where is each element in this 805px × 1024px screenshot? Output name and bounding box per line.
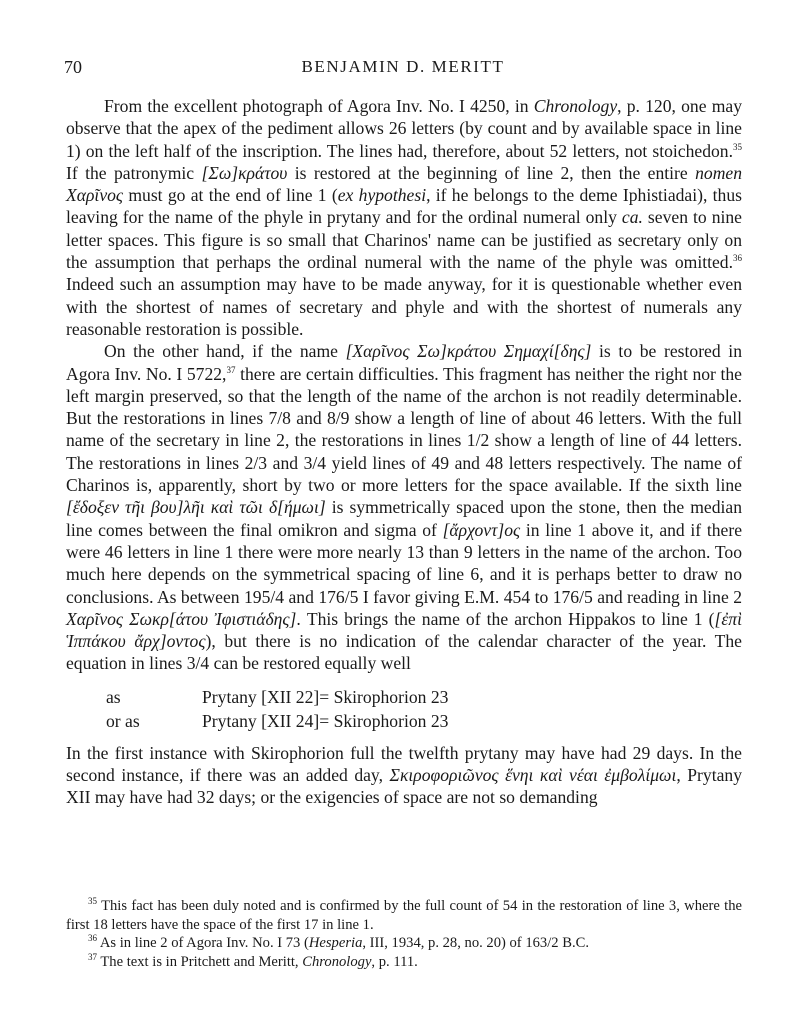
greek-text: Σκιροφοριῶνος ἕνηι καὶ νέαι ἐμβολίμωι [389, 765, 677, 786]
greek-text: [ἔδοξεν τῆι βου]λῆι καὶ τῶι δ[ήμωι] [66, 497, 326, 518]
footnote-37 [66, 953, 742, 972]
footnote-text: This fact has been duly noted and is confirmed by the full count of 54 in the restoration of line 3, where the first 18 letters have the space of the first 17 in line 1. [66, 898, 742, 933]
italic-run: nomen [695, 162, 742, 183]
footnote-ref-36[interactable]: 36 [733, 253, 742, 264]
footnote-number: 37 [88, 951, 97, 962]
footnote-text: As in line 2 of Agora Inv. No. I 73 ( [99, 935, 309, 952]
footnotes [66, 897, 742, 971]
greek-text: [Σω]κράτου [201, 162, 288, 183]
equation-text: Prytany [XII 24]= Skirophorion 23 [202, 710, 449, 731]
footnote-number: 36 [88, 933, 97, 944]
equation-row [66, 709, 742, 733]
equation-text: Prytany [XII 22]= Skirophorion 23 [202, 686, 449, 707]
text-run: On the other hand, if the name [104, 341, 346, 362]
footnote-text: , p. 111. [371, 953, 418, 970]
greek-text: Χαρῖνος [66, 185, 124, 206]
text-run: If the patronymic [66, 162, 202, 183]
paragraph-2 [66, 340, 742, 674]
text-run: there are certain difficulties. This fragment has neither the right nor the left margin preserved, so that the length of the name of the archon is not readily determinable. But the restorations in lines 7/8 and 8/9 show a length of line of about 46 letters. With the full name of the secretary in line 2, the restorations in lines 1/2 show a length of line of 44 letters. The restorations in lines 2/3 and 3/4 yield lines of 49 and 48 letters respectively. The name of Charinos is, apparently, short by two or more letters for the space available. If the sixth line [66, 363, 742, 496]
text-run: , p. 120, one may observe that the apex of the pediment allows 26 letters (by count and by available space in line 1) on the left half of the inscription. The lines had, therefore, about 52 letters, not stoichedon. [66, 96, 742, 161]
paragraph-1 [66, 95, 742, 340]
text-run: is to be restored in Agora Inv. No. I 5722, [66, 341, 742, 384]
text-run: must go at the end of line 1 ( [123, 185, 338, 206]
italic-run: Chronology [533, 96, 618, 116]
page-number: 70 [64, 57, 82, 77]
page-header [62, 57, 744, 83]
text-run: , if he belongs to the deme Iphistiadai), thus leaving for the name of the phyle in prytany and for the ordinal numeral only [66, 185, 742, 228]
footnote-36 [66, 934, 742, 953]
italic-run: ca. [621, 207, 643, 228]
text-run: in line 1 above it, and if there were 46 letters in line 1 there were more nearly 13 than 9 letters in the name of the archon. Too much here depends on the symmetrical spacing of line 6, and it is perhaps better to draw no conclusions. As between 195/4 and 176/5 I favor giving E.M. 454 to 176/5 and reading in line 2 [66, 519, 743, 607]
greek-text: [ἄρχοντ]ος [442, 519, 521, 540]
paragraph-3 [66, 742, 742, 809]
text-run: Indeed such an assumption may have to be made anyway, for it is questionable whether even with the shortest of names of secretary and phyle and with the shortest of numerals any reasonable restoration is possible. [66, 274, 742, 339]
footnote-ref-35[interactable]: 35 [733, 141, 742, 152]
text-run: In the first instance with Skirophorion full the twelfth prytany may have had 29 days. In the second instance, if there was an added day, [66, 742, 742, 786]
running-head: BENJAMIN D. MERITT [301, 57, 505, 76]
equation-label: as [106, 686, 121, 707]
greek-text: [Χαρῖνος Σω]κράτου Σημαχί[δης] [345, 341, 592, 362]
footnote-italic: Hesperia [308, 935, 363, 952]
text-run: . This brings the name of the archon Hippakos to line 1 ( [296, 608, 715, 629]
footnote-35 [66, 897, 742, 934]
text-run: , Prytany XII may have had 32 days; or the exigencies of space are not so demanding [66, 765, 742, 808]
text-run: From the excellent photograph of Agora Inv. No. I 4250, in [104, 96, 534, 116]
text-run: ), but there is no indication of the calendar character of the year. The equation in lines 3/4 can be restored equally well [66, 631, 742, 674]
equation-block [66, 685, 742, 733]
text-run: is symmetrically spaced upon the stone, then the median line comes between the final omikron and sigma of [66, 497, 742, 540]
body-text [66, 95, 742, 809]
text-run: is restored at the beginning of line 2, then the entire [287, 162, 696, 183]
greek-text: [ἐπὶ Ἱππάκου ἄρχ]οντος [66, 608, 743, 652]
footnote-ref-37[interactable]: 37 [226, 364, 236, 375]
footnote-text: The text is in Pritchett and Meritt, [100, 953, 303, 970]
italic-run: ex hypothesi [337, 185, 427, 206]
footnote-number: 35 [88, 896, 97, 907]
equation-row [66, 685, 742, 709]
footnote-text: , III, 1934, p. 28, no. 20) of 163/2 B.C. [362, 935, 589, 952]
equation-label: or as [106, 710, 140, 731]
greek-text: Χαρῖνος Σωκρ[άτου Ἰφιστιάδης] [66, 608, 297, 629]
text-run: seven to nine letter spaces. This figure is so small that Charinos' name can be justified as secretary only on the assumption that perhaps the ordinal numeral with the name of the phyle was omitted. [66, 207, 742, 273]
footnote-italic: Chronology [302, 953, 372, 970]
